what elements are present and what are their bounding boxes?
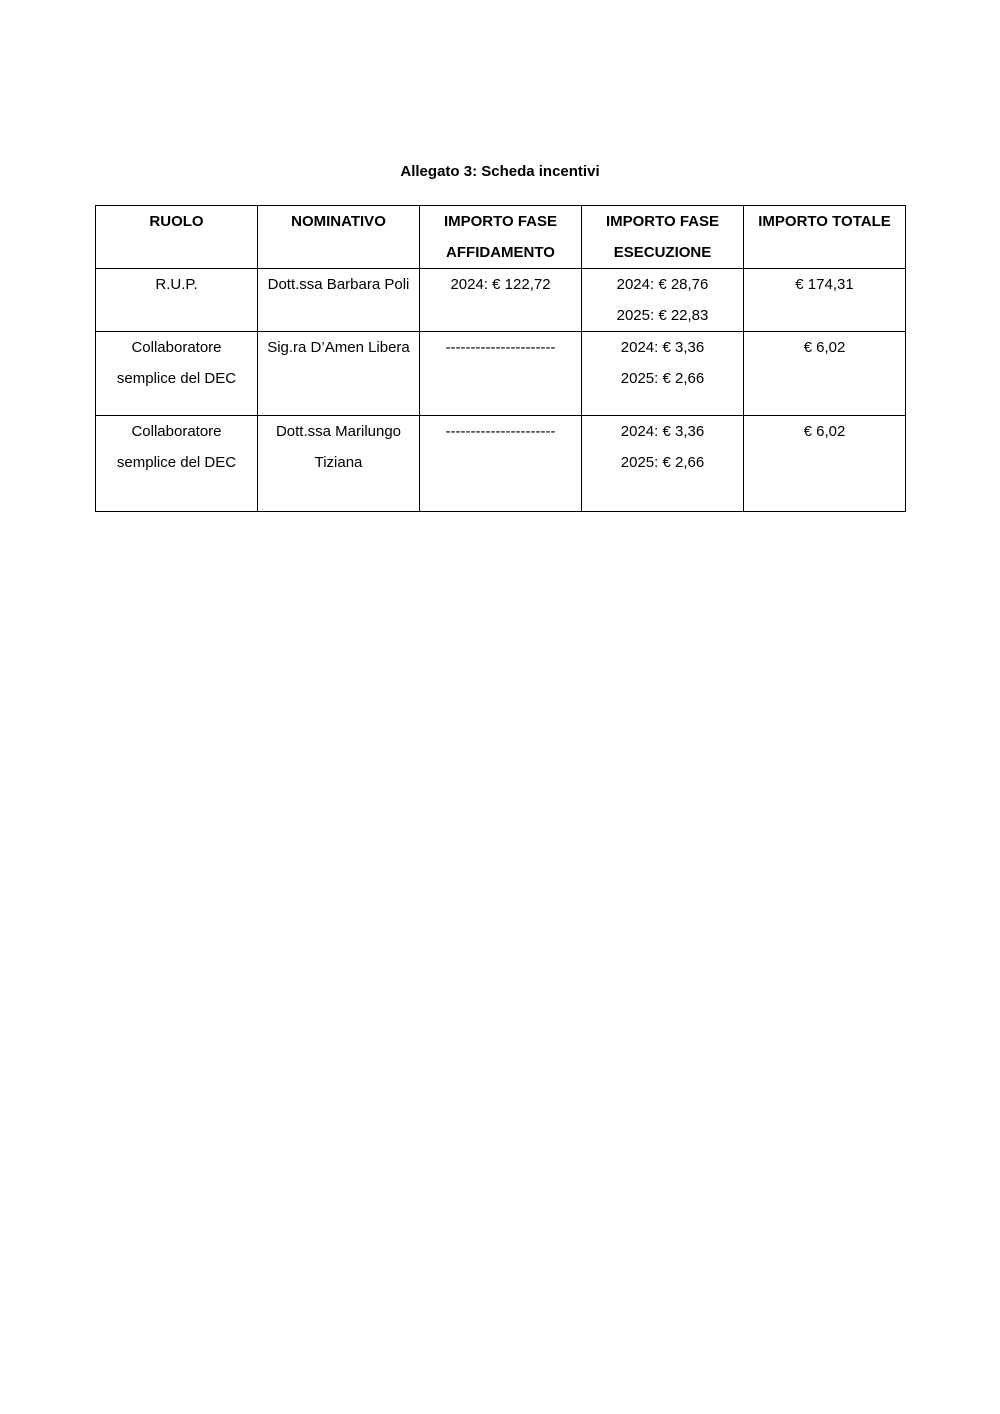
cell-text: 2025: € 22,83 <box>616 307 709 324</box>
table-header-row <box>96 206 906 269</box>
header-nominativo <box>258 206 420 269</box>
cell-totale <box>744 416 906 512</box>
cell-text: Sig.ra D’Amen Libera <box>267 339 410 356</box>
cell-text: semplice del DEC <box>116 370 237 387</box>
cell-nominativo <box>258 332 420 416</box>
header-importo-totale <box>744 206 906 269</box>
cell-esecuzione <box>582 416 744 512</box>
header-importo-affidamento <box>420 206 582 269</box>
table-row <box>96 269 906 332</box>
cell-text: Collaboratore <box>131 423 222 440</box>
header-esecuzione-line-1: IMPORTO FASE <box>605 213 720 230</box>
header-ruolo-text: RUOLO <box>149 213 204 230</box>
cell-text: Dott.ssa Marilungo <box>275 423 402 440</box>
cell-text: 2024: € 3,36 <box>620 339 705 356</box>
cell-text: 2024: € 28,76 <box>616 276 709 293</box>
header-importo-esecuzione <box>582 206 744 269</box>
cell-text: Collaboratore <box>131 339 222 356</box>
cell-nominativo <box>258 269 420 332</box>
cell-text: 2025: € 2,66 <box>620 370 705 387</box>
cell-affidamento <box>420 332 582 416</box>
cell-text: 2024: € 3,36 <box>620 423 705 440</box>
document-title: Allegato 3: Scheda incentivi <box>400 163 600 180</box>
header-affidamento-line-2: AFFIDAMENTO <box>446 244 555 261</box>
cell-esecuzione <box>582 332 744 416</box>
cell-text: € 174,31 <box>795 276 854 293</box>
cell-text: Dott.ssa Barbara Poli <box>267 276 410 293</box>
cell-totale <box>744 269 906 332</box>
cell-totale <box>744 332 906 416</box>
cell-text: semplice del DEC <box>116 454 237 471</box>
cell-esecuzione <box>582 269 744 332</box>
cell-text: ---------------------- <box>445 423 556 440</box>
cell-ruolo <box>96 332 258 416</box>
header-affidamento-line-1: IMPORTO FASE <box>443 213 558 230</box>
header-esecuzione-line-2: ESECUZIONE <box>613 244 712 261</box>
cell-text: 2024: € 122,72 <box>450 276 551 293</box>
cell-ruolo <box>96 269 258 332</box>
header-nominativo-text: NOMINATIVO <box>291 213 386 230</box>
incentives-table <box>95 205 906 512</box>
table-row <box>96 332 906 416</box>
cell-text: R.U.P. <box>155 276 198 293</box>
cell-text: € 6,02 <box>803 423 846 440</box>
cell-affidamento <box>420 269 582 332</box>
cell-text: Tiziana <box>314 454 363 471</box>
cell-text: ---------------------- <box>445 339 556 356</box>
header-ruolo <box>96 206 258 269</box>
cell-nominativo <box>258 416 420 512</box>
table-row <box>96 416 906 512</box>
cell-text: € 6,02 <box>803 339 846 356</box>
cell-affidamento <box>420 416 582 512</box>
header-totale-text: IMPORTO TOTALE <box>758 213 891 230</box>
cell-ruolo <box>96 416 258 512</box>
cell-text: 2025: € 2,66 <box>620 454 705 471</box>
